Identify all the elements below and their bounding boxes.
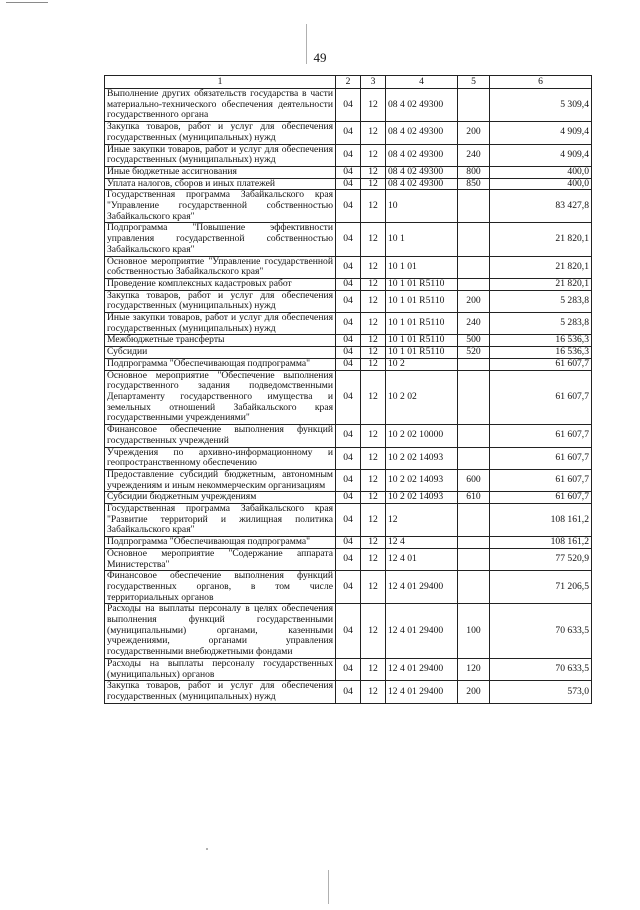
row-target-article: 10 1 01 R5110 (386, 313, 458, 335)
table-row (105, 347, 592, 359)
row-target-article: 10 2 (386, 358, 458, 370)
row-target-article: 08 4 02 49300 (386, 144, 458, 166)
row-target-article: 08 4 02 49300 (386, 89, 458, 122)
row-expense-type: 200 (458, 290, 490, 312)
row-expense-type: 600 (458, 469, 490, 491)
table-row (105, 358, 592, 370)
table-row (105, 144, 592, 166)
row-subsection: 12 (361, 469, 386, 491)
row-target-article: 10 1 01 R5110 (386, 335, 458, 347)
row-name: Подпрограмма "Обеспечивающая подпрограмма" (105, 537, 336, 549)
table-row (105, 504, 592, 537)
row-target-article: 12 (386, 504, 458, 537)
row-amount: 77 520,9 (490, 548, 592, 570)
row-name: Подпрограмма "Обеспечивающая подпрограмма" (105, 358, 336, 370)
row-name: Выполнение других обязательств государства в части материально-технического обеспечения деятельности государственного органа (105, 89, 336, 122)
row-amount: 61 607,7 (490, 358, 592, 370)
table-row (105, 537, 592, 549)
row-subsection: 12 (361, 313, 386, 335)
row-subsection: 12 (361, 178, 386, 190)
row-target-article: 08 4 02 49300 (386, 122, 458, 144)
row-name: Финансовое обеспечение выполнения функций государственных учреждений (105, 425, 336, 447)
row-name: Подпрограмма "Повышение эффективности управления государственной собственностью Забайкальского края" (105, 223, 336, 256)
row-amount: 108 161,2 (490, 504, 592, 537)
row-subsection: 12 (361, 425, 386, 447)
table-row (105, 178, 592, 190)
row-section: 04 (336, 571, 361, 604)
row-name: Межбюджетные трансферты (105, 335, 336, 347)
row-section: 04 (336, 358, 361, 370)
row-name: Закупка товаров, работ и услуг для обеспечения государственных (муниципальных) нужд (105, 122, 336, 144)
table-row (105, 122, 592, 144)
row-subsection: 12 (361, 278, 386, 290)
row-expense-type: 200 (458, 681, 490, 703)
table-row (105, 469, 592, 491)
row-subsection: 12 (361, 290, 386, 312)
row-target-article: 10 2 02 14093 (386, 447, 458, 469)
header-col-target-article: 4 (386, 76, 458, 89)
row-expense-type: 120 (458, 658, 490, 680)
table-row (105, 290, 592, 312)
row-target-article: 10 1 01 (386, 256, 458, 278)
table-body (105, 89, 592, 704)
row-name: Основное мероприятие "Управление государственной собственностью Забайкальского края" (105, 256, 336, 278)
row-amount: 70 633,5 (490, 658, 592, 680)
row-section: 04 (336, 425, 361, 447)
row-expense-type (458, 223, 490, 256)
row-expense-type: 200 (458, 122, 490, 144)
row-expense-type: 240 (458, 144, 490, 166)
row-expense-type (458, 358, 490, 370)
row-name: Проведение комплексных кадастровых работ (105, 278, 336, 290)
row-subsection: 12 (361, 190, 386, 223)
scan-fold-line-bottom (328, 870, 329, 904)
row-section: 04 (336, 144, 361, 166)
table-row (105, 223, 592, 256)
table-row (105, 447, 592, 469)
row-expense-type (458, 571, 490, 604)
row-amount: 61 607,7 (490, 370, 592, 425)
row-name: Расходы на выплаты персоналу в целях обеспечения выполнения функций государственными (муниципальными) органами, казенными учреждениями, органами управления государственными внебюджетными фондами (105, 604, 336, 659)
row-name: Государственная программа Забайкальского края "Управление государственной собственностью Забайкальского края" (105, 190, 336, 223)
scan-dust-dot (206, 848, 208, 850)
row-subsection: 12 (361, 548, 386, 570)
row-section: 04 (336, 122, 361, 144)
row-expense-type: 100 (458, 604, 490, 659)
row-name: Иные бюджетные ассигнования (105, 166, 336, 178)
row-target-article: 12 4 (386, 537, 458, 549)
table-row (105, 190, 592, 223)
row-target-article: 12 4 01 (386, 548, 458, 570)
row-target-article: 10 2 02 10000 (386, 425, 458, 447)
row-section: 04 (336, 548, 361, 570)
header-col-subsection: 3 (361, 76, 386, 89)
header-col-name: 1 (105, 76, 336, 89)
row-expense-type: 850 (458, 178, 490, 190)
row-section: 04 (336, 681, 361, 703)
row-subsection: 12 (361, 144, 386, 166)
row-target-article: 10 2 02 14093 (386, 469, 458, 491)
row-amount: 573,0 (490, 681, 592, 703)
row-subsection: 12 (361, 347, 386, 359)
row-target-article: 10 1 01 R5110 (386, 278, 458, 290)
row-expense-type (458, 504, 490, 537)
row-subsection: 12 (361, 492, 386, 504)
table-row (105, 278, 592, 290)
table-row (105, 166, 592, 178)
row-target-article: 12 4 01 29400 (386, 658, 458, 680)
row-section: 04 (336, 447, 361, 469)
row-section: 04 (336, 290, 361, 312)
row-expense-type (458, 447, 490, 469)
row-subsection: 12 (361, 223, 386, 256)
row-section: 04 (336, 492, 361, 504)
row-target-article: 10 1 01 R5110 (386, 290, 458, 312)
row-subsection: 12 (361, 335, 386, 347)
row-target-article: 12 4 01 29400 (386, 604, 458, 659)
row-target-article: 08 4 02 49300 (386, 166, 458, 178)
row-subsection: 12 (361, 604, 386, 659)
row-expense-type: 520 (458, 347, 490, 359)
row-section: 04 (336, 278, 361, 290)
row-section: 04 (336, 190, 361, 223)
row-amount: 5 283,8 (490, 313, 592, 335)
row-amount: 5 283,8 (490, 290, 592, 312)
row-target-article: 10 1 01 R5110 (386, 347, 458, 359)
row-amount: 400,0 (490, 178, 592, 190)
row-amount: 4 909,4 (490, 144, 592, 166)
row-expense-type (458, 190, 490, 223)
row-subsection: 12 (361, 681, 386, 703)
table-header (105, 76, 592, 89)
row-target-article: 10 2 02 14093 (386, 492, 458, 504)
row-amount: 21 820,1 (490, 256, 592, 278)
row-amount: 16 536,3 (490, 335, 592, 347)
row-target-article: 10 (386, 190, 458, 223)
row-name: Предоставление субсидий бюджетным, автономным учреждениям и иным некоммерческим организациям (105, 469, 336, 491)
row-target-article: 10 2 02 (386, 370, 458, 425)
row-section: 04 (336, 89, 361, 122)
table-row (105, 425, 592, 447)
row-amount: 61 607,7 (490, 425, 592, 447)
row-section: 04 (336, 223, 361, 256)
row-amount: 61 607,7 (490, 447, 592, 469)
page-number: 49 (313, 50, 327, 65)
row-name: Финансовое обеспечение выполнения функций государственных органов, в том числе территориальных органов (105, 571, 336, 604)
row-amount: 61 607,7 (490, 492, 592, 504)
row-subsection: 12 (361, 358, 386, 370)
header-col-expense-type: 5 (458, 76, 490, 89)
row-amount: 5 309,4 (490, 89, 592, 122)
row-subsection: 12 (361, 537, 386, 549)
scan-edge-mark (6, 2, 48, 3)
row-section: 04 (336, 658, 361, 680)
row-subsection: 12 (361, 370, 386, 425)
row-expense-type (458, 548, 490, 570)
row-target-article: 10 1 (386, 223, 458, 256)
row-amount: 108 161,2 (490, 537, 592, 549)
row-section: 04 (336, 166, 361, 178)
row-amount: 16 536,3 (490, 347, 592, 359)
row-amount: 61 607,7 (490, 469, 592, 491)
row-subsection: 12 (361, 89, 386, 122)
header-col-amount: 6 (490, 76, 592, 89)
row-expense-type: 610 (458, 492, 490, 504)
row-expense-type: 500 (458, 335, 490, 347)
row-subsection: 12 (361, 504, 386, 537)
row-expense-type: 800 (458, 166, 490, 178)
table-row (105, 89, 592, 122)
row-expense-type (458, 425, 490, 447)
row-subsection: 12 (361, 122, 386, 144)
row-subsection: 12 (361, 166, 386, 178)
row-name: Субсидии (105, 347, 336, 359)
row-section: 04 (336, 537, 361, 549)
row-subsection: 12 (361, 447, 386, 469)
row-section: 04 (336, 604, 361, 659)
row-target-article: 12 4 01 29400 (386, 571, 458, 604)
row-expense-type (458, 370, 490, 425)
table-row (105, 370, 592, 425)
table-row (105, 256, 592, 278)
row-name: Основное мероприятие "Обеспечение выполнения государственного задания подведомственными Департаменту государственного имущества и земельных отношений Забайкальского края государственными учреждениями" (105, 370, 336, 425)
budget-table (104, 75, 592, 704)
row-section: 04 (336, 335, 361, 347)
row-target-article: 12 4 01 29400 (386, 681, 458, 703)
row-name: Учреждения по архивно-информационному и геопространственному обеспечению (105, 447, 336, 469)
row-section: 04 (336, 313, 361, 335)
row-amount: 21 820,1 (490, 223, 592, 256)
row-section: 04 (336, 469, 361, 491)
row-expense-type: 240 (458, 313, 490, 335)
row-name: Закупка товаров, работ и услуг для обеспечения государственных (муниципальных) нужд (105, 681, 336, 703)
table-row (105, 681, 592, 703)
row-name: Иные закупки товаров, работ и услуг для обеспечения государственных (муниципальных) нужд (105, 313, 336, 335)
row-amount: 71 206,5 (490, 571, 592, 604)
row-subsection: 12 (361, 571, 386, 604)
row-expense-type (458, 89, 490, 122)
row-amount: 83 427,8 (490, 190, 592, 223)
row-name: Государственная программа Забайкальского края "Развитие территорий и жилищная политика Забайкальского края" (105, 504, 336, 537)
table-row (105, 313, 592, 335)
row-name: Уплата налогов, сборов и иных платежей (105, 178, 336, 190)
row-name: Иные закупки товаров, работ и услуг для обеспечения государственных (муниципальных) нужд (105, 144, 336, 166)
row-section: 04 (336, 504, 361, 537)
row-section: 04 (336, 370, 361, 425)
row-section: 04 (336, 347, 361, 359)
table-row (105, 571, 592, 604)
row-name: Основное мероприятие "Содержание аппарата Министерства" (105, 548, 336, 570)
row-subsection: 12 (361, 256, 386, 278)
row-target-article: 08 4 02 49300 (386, 178, 458, 190)
table-row (105, 492, 592, 504)
row-expense-type (458, 278, 490, 290)
row-name: Субсидии бюджетным учреждениям (105, 492, 336, 504)
header-col-section: 2 (336, 76, 361, 89)
header-row (105, 76, 592, 89)
row-amount: 70 633,5 (490, 604, 592, 659)
table-row (105, 548, 592, 570)
row-section: 04 (336, 256, 361, 278)
table-row (105, 658, 592, 680)
row-section: 04 (336, 178, 361, 190)
row-amount: 21 820,1 (490, 278, 592, 290)
row-name: Закупка товаров, работ и услуг для обеспечения государственных (муниципальных) нужд (105, 290, 336, 312)
row-name: Расходы на выплаты персоналу государственных (муниципальных) органов (105, 658, 336, 680)
table-row (105, 335, 592, 347)
row-amount: 400,0 (490, 166, 592, 178)
row-expense-type (458, 256, 490, 278)
row-expense-type (458, 537, 490, 549)
row-amount: 4 909,4 (490, 122, 592, 144)
row-subsection: 12 (361, 658, 386, 680)
table-row (105, 604, 592, 659)
